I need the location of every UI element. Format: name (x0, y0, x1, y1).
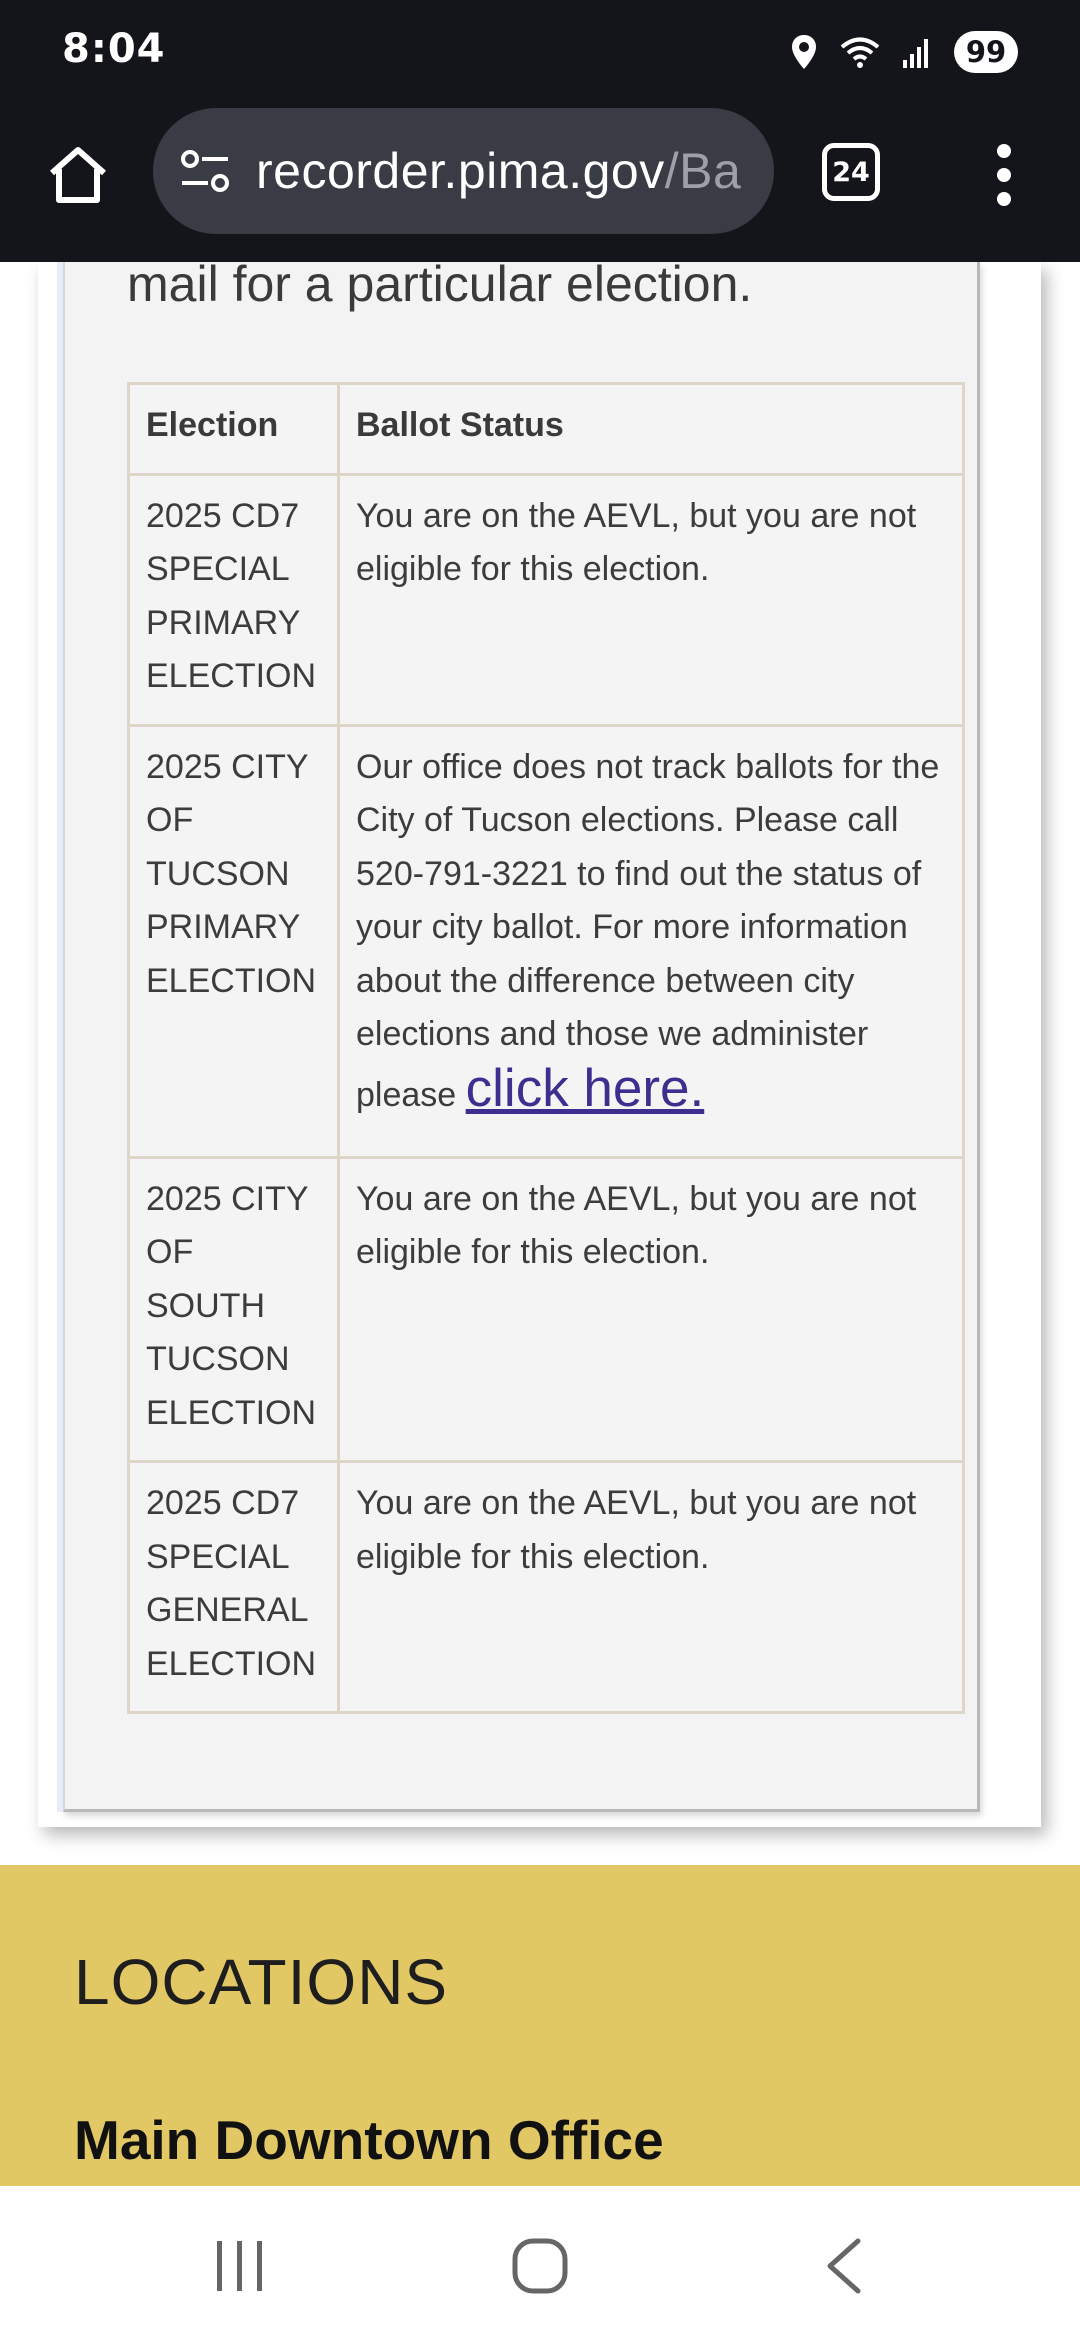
ballot-status-cell: You are on the AEVL, but you are not eligible for this election. (339, 1462, 964, 1713)
battery-icon: 99 (954, 31, 1018, 73)
ballot-status-column-header: Ballot Status (339, 384, 964, 475)
menu-dot-icon (997, 144, 1011, 158)
menu-dot-icon (997, 192, 1011, 206)
table-row (129, 1157, 964, 1462)
table-header-row (129, 384, 964, 475)
recents-button[interactable] (200, 2226, 280, 2306)
table-row (129, 725, 964, 1157)
url-host: recorder.pima.gov (256, 143, 665, 199)
address-bar[interactable] (153, 108, 774, 234)
back-icon (824, 2238, 864, 2294)
home-icon (46, 145, 110, 205)
navigation-bar (0, 2186, 1080, 2340)
election-cell: 2025 CD7 SPECIAL GENERAL ELECTION (129, 1462, 339, 1713)
web-page[interactable] (0, 262, 1080, 2186)
ballot-status-cell: You are on the AEVL, but you are not eligible for this election. (339, 1157, 964, 1462)
office-heading: Main Downtown Office (74, 2109, 664, 2171)
election-cell: 2025 CITY OF TUCSON PRIMARY ELECTION (129, 725, 339, 1157)
signal-icon (902, 36, 932, 68)
table-row (129, 1462, 964, 1713)
status-bar (0, 0, 1080, 105)
home-button[interactable] (38, 135, 118, 215)
more-menu-button[interactable] (980, 135, 1028, 215)
url-path: /Ba (664, 143, 742, 199)
home-circle-icon (512, 2238, 568, 2294)
ballot-status-text: Our office does not track ballots for the City of Tucson elections. Please call 520-791-3221 to find out the status of your city ballot. For more information about the difference between city elections and those we administer please (356, 747, 940, 1114)
browser-toolbar (0, 105, 1080, 262)
tab-switcher-button[interactable]: 24 (822, 143, 880, 201)
click-here-link[interactable]: click here. (465, 1058, 705, 1118)
menu-dot-icon (997, 168, 1011, 182)
locations-section (0, 1865, 1080, 2186)
table-row (129, 474, 964, 725)
locations-heading: LOCATIONS (74, 1946, 449, 2018)
site-settings-icon[interactable] (178, 143, 234, 199)
status-time: 8:04 (62, 26, 166, 72)
election-cell: 2025 CD7 SPECIAL PRIMARY ELECTION (129, 474, 339, 725)
ballot-status-cell: You are on the AEVL, but you are not eligible for this election. (339, 474, 964, 725)
ballot-status-cell (339, 725, 964, 1157)
url-text[interactable] (256, 142, 741, 200)
back-button[interactable] (804, 2226, 884, 2306)
wifi-icon (840, 35, 880, 69)
recents-icon (215, 2239, 265, 2293)
intro-text: mail for a particular election. (127, 262, 753, 312)
election-column-header: Election (129, 384, 339, 475)
status-icons (790, 30, 1018, 74)
election-cell: 2025 CITY OF SOUTH TUCSON ELECTION (129, 1157, 339, 1462)
home-nav-button[interactable] (500, 2226, 580, 2306)
ballot-status-table (127, 382, 965, 1714)
location-icon (790, 34, 818, 70)
